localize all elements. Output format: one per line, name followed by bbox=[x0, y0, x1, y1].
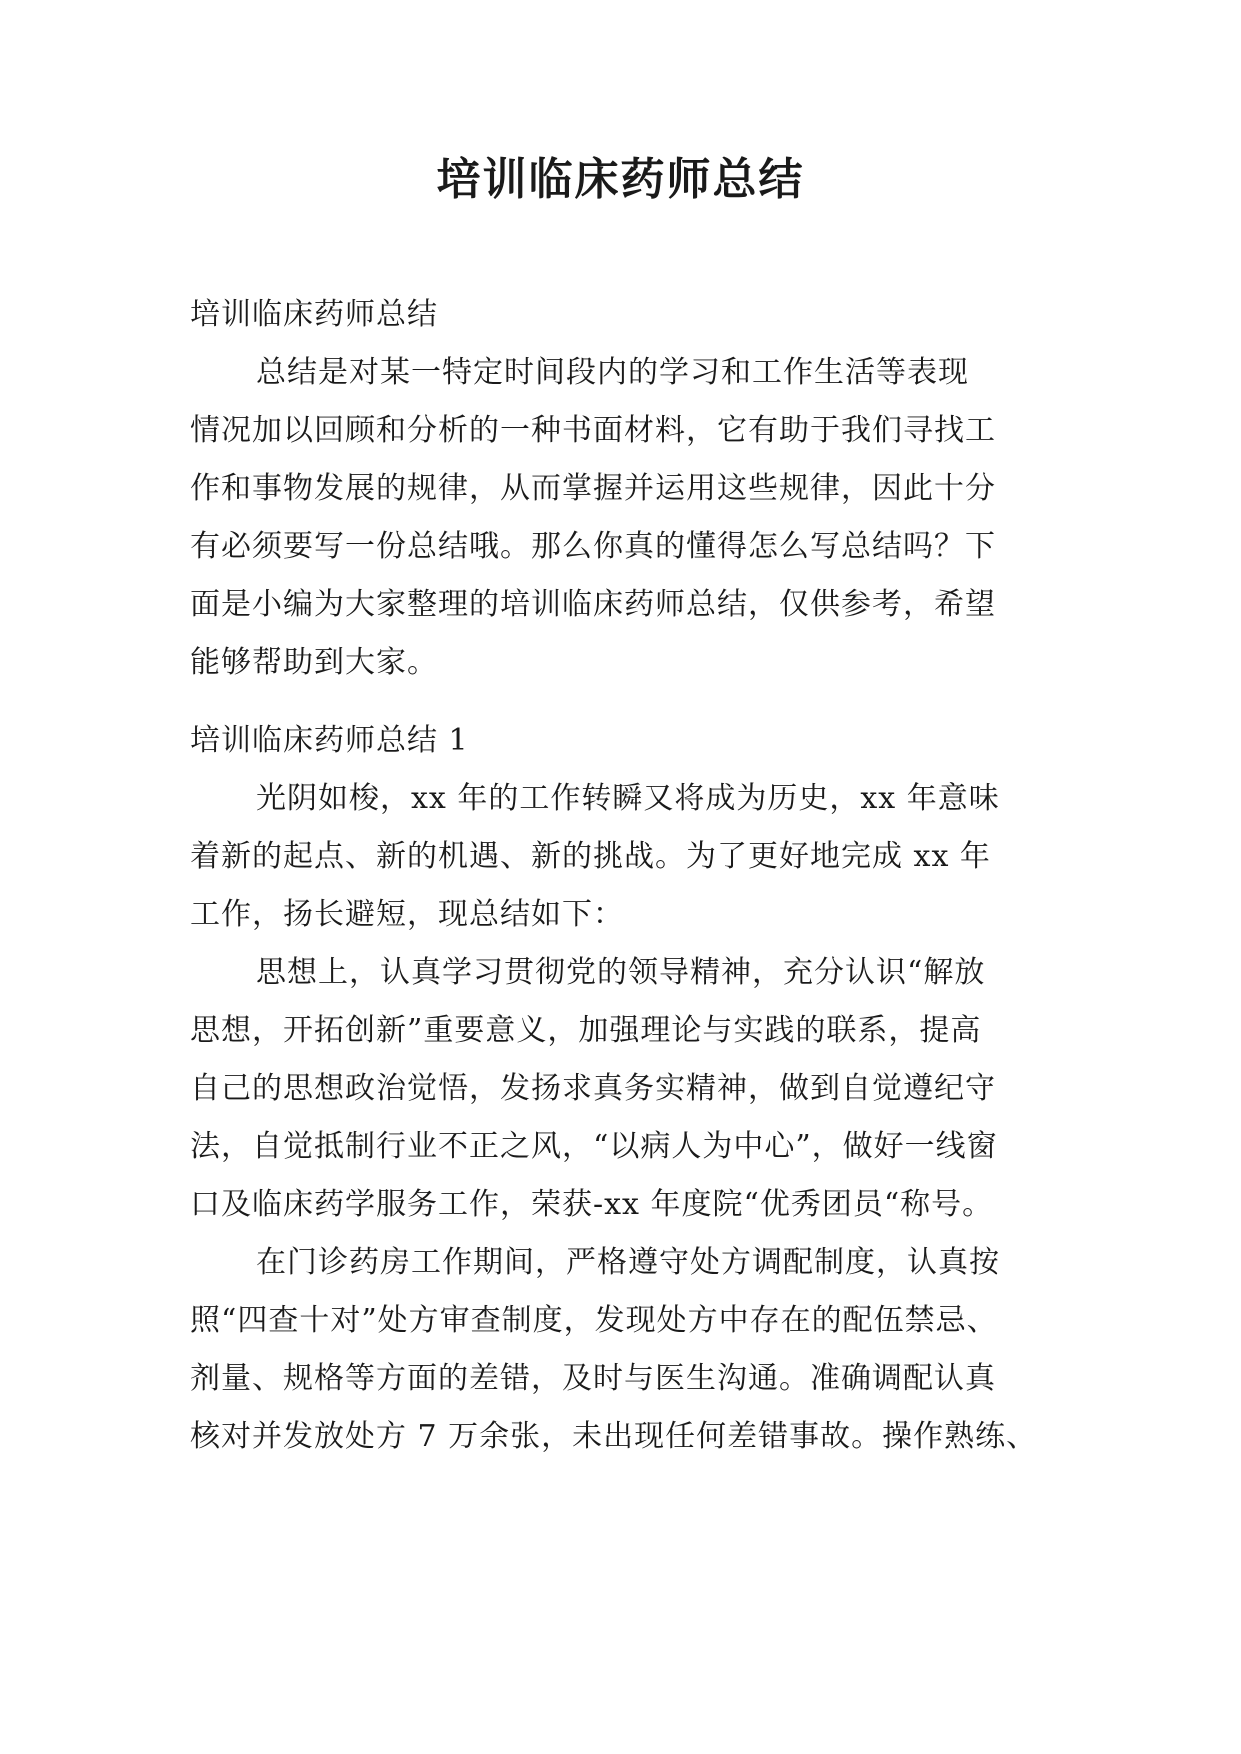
paragraph-line: 剂量、规格等方面的差错，及时与医生沟通。准确调配认真 bbox=[190, 1361, 996, 1396]
intro-heading: 培训临床药师总结 bbox=[190, 297, 438, 332]
paragraph-line: 面是小编为大家整理的培训临床药师总结，仅供参考，希望 bbox=[190, 587, 996, 622]
intro-section bbox=[190, 286, 1060, 692]
paragraph-line: 思想，开拓创新”重要意义，加强理论与实践的联系，提高 bbox=[190, 1013, 982, 1048]
section-1-paragraph-1 bbox=[190, 770, 1060, 944]
paragraph-line: 自己的思想政治觉悟，发扬求真务实精神，做到自觉遵纪守 bbox=[190, 1071, 996, 1106]
paragraph-line: 着新的起点、新的机遇、新的挑战。为了更好地完成 xx 年 bbox=[190, 839, 991, 874]
paragraph-line: 有必须要写一份总结哦。那么你真的懂得怎么写总结吗？下 bbox=[190, 529, 996, 564]
paragraph-line: 核对并发放处方 7 万余张，未出现任何差错事故。操作熟练、 bbox=[190, 1419, 1038, 1454]
section-1-heading: 培训临床药师总结 1 bbox=[190, 723, 469, 758]
paragraph-line: 口及临床药学服务工作，荣获-xx 年度院“优秀团员“称号。 bbox=[190, 1187, 994, 1222]
paragraph-line: 工作，扬长避短，现总结如下： bbox=[190, 897, 624, 932]
paragraph-line: 总结是对某一特定时间段内的学习和工作生活等表现 bbox=[256, 355, 969, 390]
paragraph-line: 光阴如梭，xx 年的工作转瞬又将成为历史，xx 年意味 bbox=[256, 781, 1000, 816]
paragraph-line: 思想上，认真学习贯彻党的领导精神，充分认识“解放 bbox=[256, 955, 986, 990]
paragraph-line: 作和事物发展的规律，从而掌握并运用这些规律，因此十分 bbox=[190, 471, 996, 506]
paragraph-line: 情况加以回顾和分析的一种书面材料，它有助于我们寻找工 bbox=[190, 413, 996, 448]
paragraph-line: 能够帮助到大家。 bbox=[190, 645, 438, 680]
section-1-paragraph-2 bbox=[190, 944, 1060, 1234]
paragraph-line: 照“四查十对”处方审查制度，发现处方中存在的配伍禁忌、 bbox=[190, 1303, 998, 1338]
paragraph-line: 法，自觉抵制行业不正之风，“以病人为中心”，做好一线窗 bbox=[190, 1129, 998, 1164]
paragraph-line: 在门诊药房工作期间，严格遵守处方调配制度，认真按 bbox=[256, 1245, 1000, 1280]
intro-paragraph bbox=[190, 344, 1060, 692]
document-title: 培训临床药师总结 bbox=[436, 154, 805, 205]
section-1-paragraph-3 bbox=[190, 1234, 1060, 1466]
section-1 bbox=[190, 712, 1060, 1466]
